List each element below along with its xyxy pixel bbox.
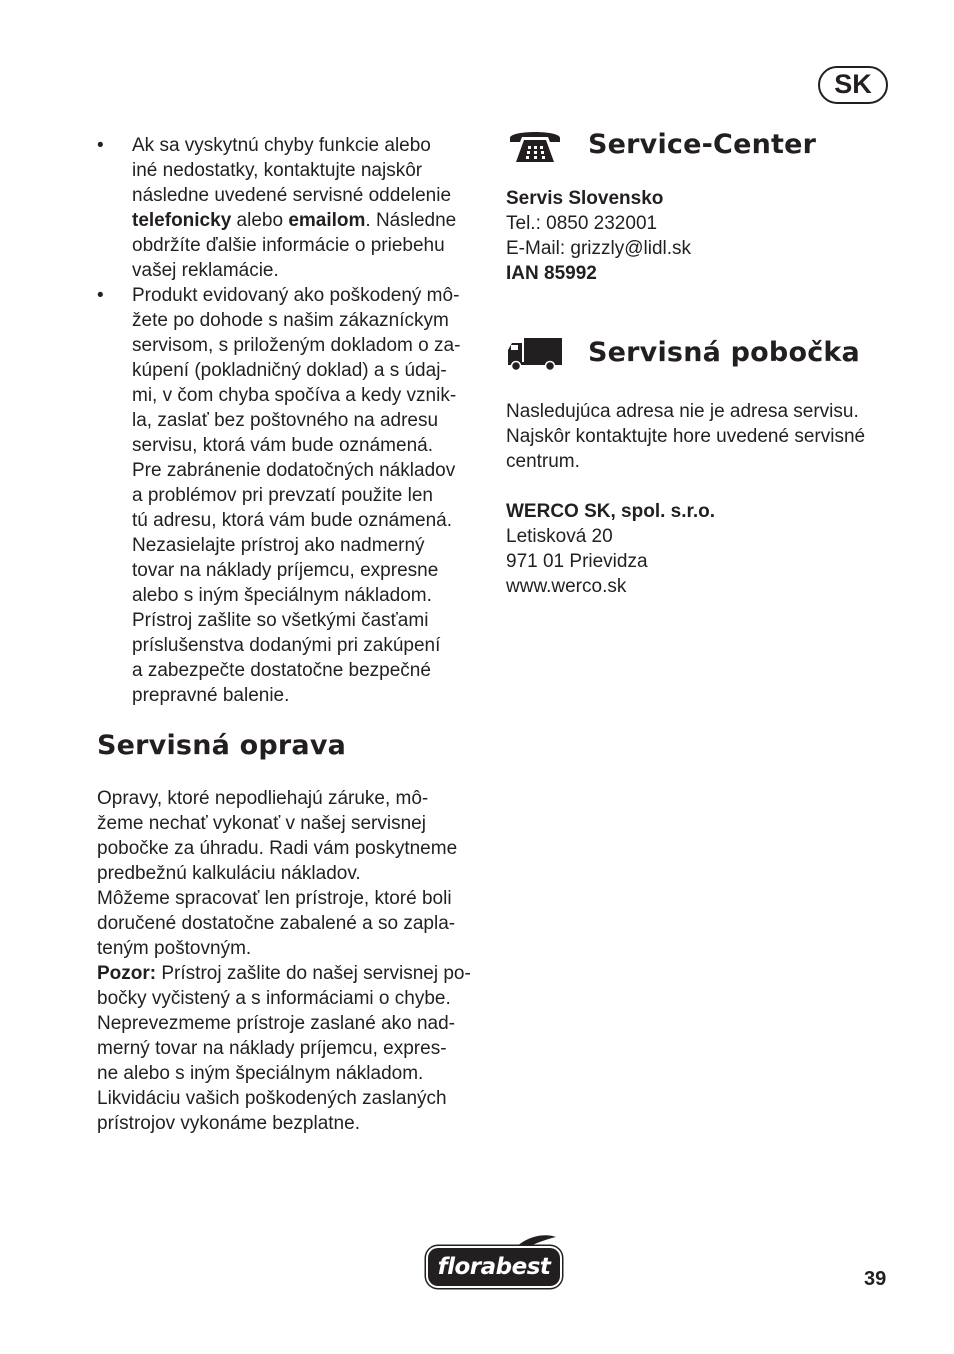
bullet-dot-icon: • [97,285,104,306]
warranty-bullet-list [97,133,482,708]
service-center-header [506,124,896,164]
text-run: predbežnú kalkuláciu nákladov. [97,863,361,884]
bullet-dot-icon: • [97,135,104,156]
language-badge: SK [818,66,888,104]
text-run: žeme nechať vykonať v našej servisnej [97,813,426,834]
service-ian: IAN 85992 [506,263,597,284]
text-run: žete po dohode s našim zákazníckym [132,310,449,331]
service-email: E-Mail: grizzly@lidl.sk [506,238,692,259]
text-run: ne alebo s iným špeciálnym nákladom. [97,1063,424,1084]
text-run: Môžeme spracovať len prístroje, ktoré boli [97,888,452,909]
text-run: iné nedostatky, kontaktujte najskôr [132,160,423,181]
text-run: . Následne [365,210,457,231]
text-run: obdržíte ďalšie informácie o priebehu [132,235,445,256]
repair-heading: Servisná oprava [97,730,347,761]
telephone-icon [506,124,564,164]
text-run: la, zaslať bez poštovného na adresu [132,410,439,431]
bullet-item [97,283,482,708]
branch-website: www.werco.sk [506,576,627,597]
bullet-item [97,133,482,283]
text-run: alebo s iným špeciálnym nákladom. [132,585,432,606]
text-run: Opravy, ktoré nepodliehajú záruke, mô- [97,788,429,809]
bullet-text [132,135,456,281]
text-run: Neprevezmeme prístroje zaslané ako nad- [97,1013,456,1034]
text-run: tú adresu, ktorá vám bude oznámená. [132,510,453,531]
branch-header [506,332,896,372]
text-run: merný tovar na náklady príjemcu, expres- [97,1038,447,1059]
service-center-heading: Service-Center [588,128,817,160]
text-run: a zabezpečte dostatočne bezpečné [132,660,431,681]
branch-note-line: centrum. [506,451,580,472]
branch-heading: Servisná pobočka [588,336,860,368]
repair-body-text [97,786,482,1136]
bold-text: Pozor: [97,963,157,984]
service-name: Servis Slovensko [506,188,664,209]
branch-note-line: Najskôr kontaktujte hore uvedené servisné [506,426,866,447]
right-column [506,124,896,599]
text-run: teným poštovným. [97,938,252,959]
text-run: a problémov pri prevzatí použite len [132,485,433,506]
text-run: Prístroj zašlite do našej servisnej po- [156,963,471,984]
service-phone: Tel.: 0850 232001 [506,213,658,234]
branch-address-line: Letisková 20 [506,526,613,547]
page-number: 39 [864,1268,887,1290]
bold-text: emailom [288,210,366,231]
branch-address-line: 971 01 Prievidza [506,551,648,572]
text-run: pobočke za úhradu. Radi vám poskytneme [97,838,458,859]
text-run: Produkt evidovaný ako poškodený mô- [132,285,460,306]
text-run: Pre zabránenie dodatočných nákladov [132,460,456,481]
text-run: príslušenstva dodanými pri zakúpení [132,635,441,656]
text-run: vašej reklamácie. [132,260,279,281]
branch-note-line: Nasledujúca adresa nie je adresa servisu. [506,401,859,422]
branch-note [506,399,896,474]
text-run: Ak sa vyskytnú chyby funkcie alebo [132,135,431,156]
text-run: bočky vyčistený a s informáciami o chybe. [97,988,451,1009]
bullet-text [132,285,460,706]
florabest-logo [424,1234,564,1290]
text-run: tovar na náklady príjemcu, expresne [132,560,439,581]
text-run: následne uvedené servisné oddelenie [132,185,452,206]
text-run: kúpení (pokladničný doklad) a s údaj- [132,360,447,381]
left-column [97,133,482,1136]
text-run: prístrojov vykonáme bezplatne. [97,1113,360,1134]
text-run: servisom, s priloženým dokladom o za- [132,335,461,356]
logo-wordmark: florabest [428,1248,560,1286]
branch-company: WERCO SK, spol. s.r.o. [506,501,716,522]
text-run: servisu, ktorá vám bude oznámená. [132,435,433,456]
truck-icon [506,332,564,372]
text-run: prepravné balenie. [132,685,290,706]
text-run: mi, v čom chyba spočíva a kedy vznik- [132,385,457,406]
text-run: Prístroj zašlite so všetkými časťami [132,610,429,631]
text-run: Nezasielajte prístroj ako nadmerný [132,535,425,556]
text-run: doručené dostatočne zabalené a so zapla- [97,913,456,934]
text-run: alebo [231,210,289,231]
bold-text: telefonicky [132,210,232,231]
text-run: Likvidáciu vašich poškodených zaslaných [97,1088,447,1109]
